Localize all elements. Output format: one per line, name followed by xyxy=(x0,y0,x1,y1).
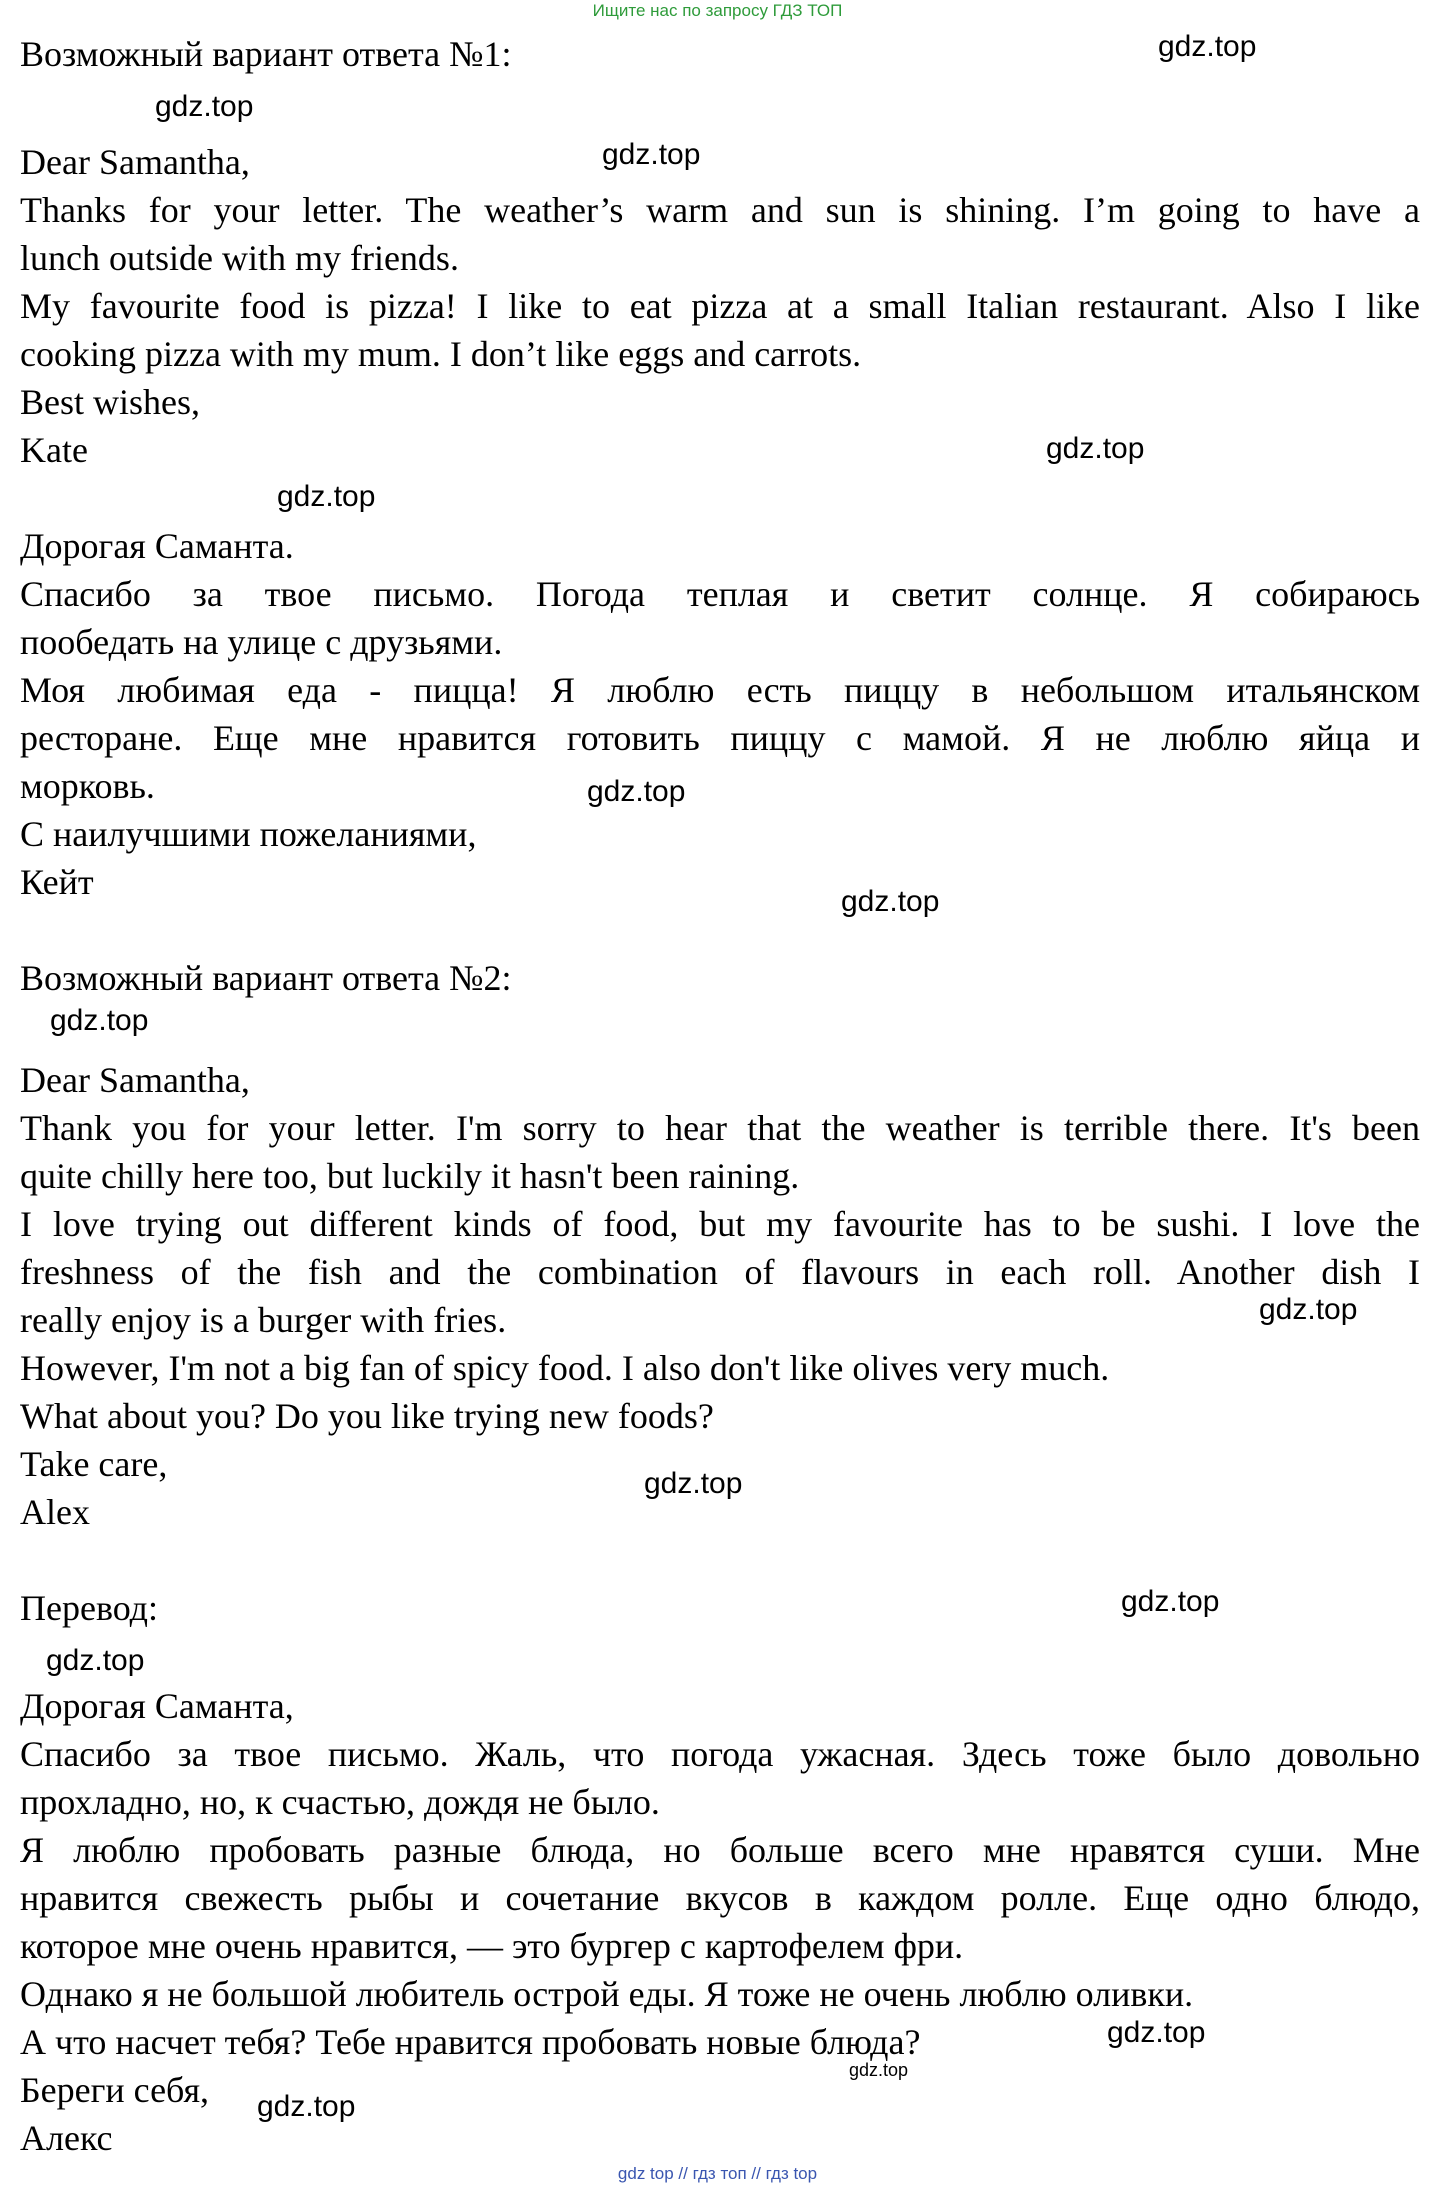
answer1-en-signature: Kate xyxy=(20,430,88,470)
answer1-heading: Возможный вариант ответа №1: xyxy=(20,34,512,74)
answer1-ru-line: пообедать на улице с друзьями. xyxy=(20,622,503,662)
answer2-ru-signature: Алекс xyxy=(20,2118,113,2158)
answer2-ru-line: нравится свежесть рыбы и сочетание вкусов в каждом ролле. Еще одно блюдо, xyxy=(20,1878,1420,1918)
watermark: gdz.top xyxy=(1107,2016,1206,2049)
answer1-en-line: Thanks for your letter. The weather’s warm and sun is shining. I’m going to have a xyxy=(20,190,1420,230)
answer2-en-line: quite chilly here too, but luckily it hasn't been raining. xyxy=(20,1156,800,1196)
answer2-ru-line: Спасибо за твое письмо. Жаль, что погода ужасная. Здесь тоже было довольно xyxy=(20,1734,1420,1774)
answer1-en-greeting: Dear Samantha, xyxy=(20,142,250,182)
watermark: gdz.top xyxy=(50,1004,149,1037)
answer2-en-line: What about you? Do you like trying new foods? xyxy=(20,1396,714,1436)
bottom-banner[interactable]: gdz top // гдз топ // гдз top xyxy=(617,2164,818,2183)
answer1-ru-line: ресторане. Еще мне нравится готовить пиццу с мамой. Я не люблю яйца и xyxy=(20,718,1420,758)
answer2-en-line: freshness of the fish and the combination of flavours in each roll. Another dish I xyxy=(20,1252,1420,1292)
watermark: gdz.top xyxy=(257,2090,356,2123)
answer1-en-line: My favourite food is pizza! I like to eat pizza at a small Italian restaurant. Also I like xyxy=(20,286,1420,326)
answer2-en-line: really enjoy is a burger with fries. xyxy=(20,1300,507,1340)
watermark: gdz.top xyxy=(587,775,686,808)
answer2-ru-line: Я люблю пробовать разные блюда, но больше всего мне нравятся суши. Мне xyxy=(20,1830,1420,1870)
watermark: gdz.top xyxy=(1121,1585,1220,1618)
watermark: gdz.top xyxy=(1259,1293,1358,1326)
watermark: gdz.top xyxy=(644,1467,743,1500)
answer1-ru-closing: С наилучшими пожеланиями, xyxy=(20,814,477,854)
watermark: gdz.top xyxy=(277,480,376,513)
top-banner[interactable]: Ищите нас по запросу ГДЗ ТОП xyxy=(592,1,843,20)
watermark: gdz.top xyxy=(1046,432,1145,465)
watermark: gdz.top xyxy=(46,1644,145,1677)
answer2-en-line: However, I'm not a big fan of spicy food. I also don't like olives very much. xyxy=(20,1348,1110,1388)
answer2-en-closing: Take care, xyxy=(20,1444,168,1484)
translation-heading: Перевод: xyxy=(20,1588,158,1628)
answer2-ru-closing: Береги себя, xyxy=(20,2070,210,2110)
answer1-ru-line: Спасибо за твое письмо. Погода теплая и светит солнце. Я собираюсь xyxy=(20,574,1420,614)
answer2-en-line: I love trying out different kinds of food, but my favourite has to be sushi. I love the xyxy=(20,1204,1420,1244)
answer1-ru-signature: Кейт xyxy=(20,862,94,902)
watermark: gdz.top xyxy=(155,90,254,123)
answer2-en-line: Thank you for your letter. I'm sorry to hear that the weather is terrible there. It's been xyxy=(20,1108,1420,1148)
answer2-ru-line: которое мне очень нравится, — это бургер с картофелем фри. xyxy=(20,1926,964,1966)
answer1-en-line: cooking pizza with my mum. I don’t like eggs and carrots. xyxy=(20,334,862,374)
watermark: gdz.top xyxy=(602,138,701,171)
answer1-ru-greeting: Дорогая Саманта. xyxy=(20,526,294,566)
answer2-heading: Возможный вариант ответа №2: xyxy=(20,958,512,998)
answer2-ru-greeting: Дорогая Саманта, xyxy=(20,1686,294,1726)
watermark: gdz.top xyxy=(849,2060,909,2080)
watermark: gdz.top xyxy=(841,885,940,918)
answer2-ru-line: Однако я не большой любитель острой еды. Я тоже не очень люблю оливки. xyxy=(20,1974,1194,2014)
answer1-en-line: lunch outside with my friends. xyxy=(20,238,459,278)
answer2-en-signature: Alex xyxy=(20,1492,90,1532)
watermark: gdz.top xyxy=(1158,30,1257,63)
answer2-en-greeting: Dear Samantha, xyxy=(20,1060,250,1100)
answer1-ru-line: морковь. xyxy=(20,766,155,806)
answer1-ru-line: Моя любимая еда - пицца! Я люблю есть пиццу в небольшом итальянском xyxy=(20,670,1420,710)
answer2-ru-line: А что насчет тебя? Тебе нравится пробовать новые блюда? xyxy=(20,2022,921,2062)
answer1-en-closing: Best wishes, xyxy=(20,382,200,422)
answer2-ru-line: прохладно, но, к счастью, дождя не было. xyxy=(20,1782,660,1822)
